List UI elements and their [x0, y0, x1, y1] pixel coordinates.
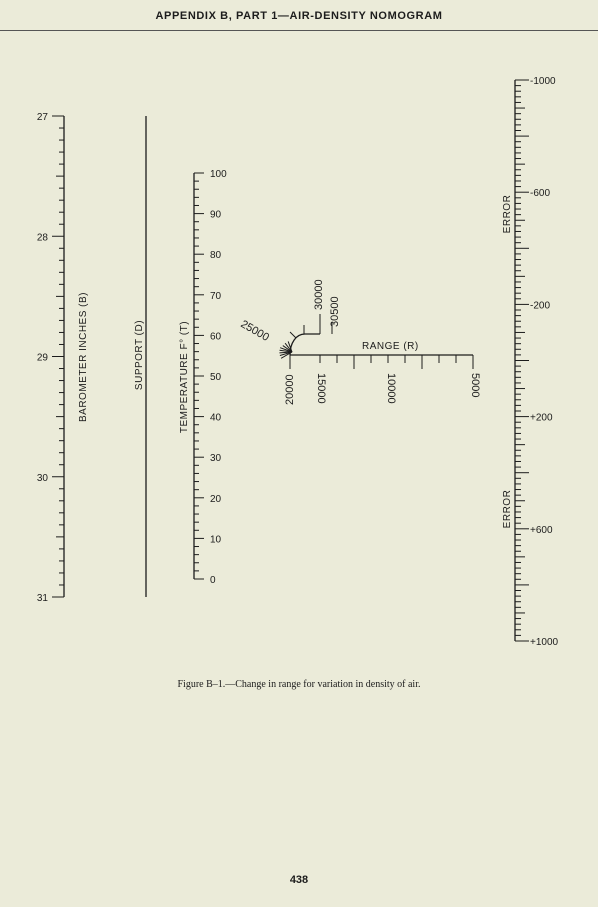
barometer-tick-label: 31	[36, 593, 48, 604]
range-tick-label: 15000	[315, 373, 327, 404]
temperature-tick-label: 70	[210, 290, 222, 302]
temperature-tick-label: 50	[210, 372, 222, 383]
error-label-bottom: ERROR	[502, 489, 513, 529]
barometer-tick-label: 28	[36, 232, 48, 244]
error-tick-label: -600	[530, 188, 551, 200]
temperature-tick-label: 20	[210, 493, 222, 505]
temperature-tick-label: 90	[210, 209, 222, 221]
error-tick-label: +1000	[530, 637, 559, 648]
temperature-tick-label: 0	[210, 575, 216, 586]
range-curve-label: 30500	[329, 296, 341, 327]
page-number: 438	[289, 874, 309, 886]
range-tick-label: 10000	[385, 373, 397, 404]
range-curve-minor-tick	[290, 332, 296, 338]
error-tick-label: +600	[530, 524, 553, 536]
range-tick-label: 5000	[469, 373, 481, 398]
page-header: APPENDIX B, PART 1—AIR-DENSITY NOMOGRAM	[155, 10, 443, 22]
error-tick-label: -200	[530, 300, 551, 312]
error-label-top: ERROR	[502, 194, 513, 234]
temperature-tick-label: 30	[210, 453, 222, 465]
temperature-tick-label: 60	[210, 331, 222, 343]
range-curve-label: 30000	[313, 279, 325, 310]
error-tick-label: -1000	[530, 76, 556, 87]
barometer-axis-label: BAROMETER INCHES (B)	[78, 291, 89, 423]
temperature-tick-label: 100	[210, 169, 227, 180]
figure-caption: Figure B–1.—Change in range for variation in density of air.	[177, 679, 421, 690]
temperature-axis-label: TEMPERATURE F° (T)	[179, 320, 190, 434]
barometer-tick-label: 29	[36, 352, 48, 364]
range-axis-label: RANGE (R)	[362, 341, 419, 352]
temperature-tick-label: 80	[210, 250, 222, 262]
error-tick-label: +200	[530, 412, 553, 424]
range-curve-label: 25000	[238, 318, 271, 344]
range-curve-label: 20000	[284, 374, 296, 405]
support-axis-label: SUPPORT (D)	[134, 319, 145, 391]
temperature-tick-label: 40	[210, 412, 222, 424]
barometer-tick-label: 30	[36, 472, 48, 484]
temperature-tick-label: 10	[210, 534, 222, 546]
barometer-tick-label: 27	[36, 112, 48, 123]
